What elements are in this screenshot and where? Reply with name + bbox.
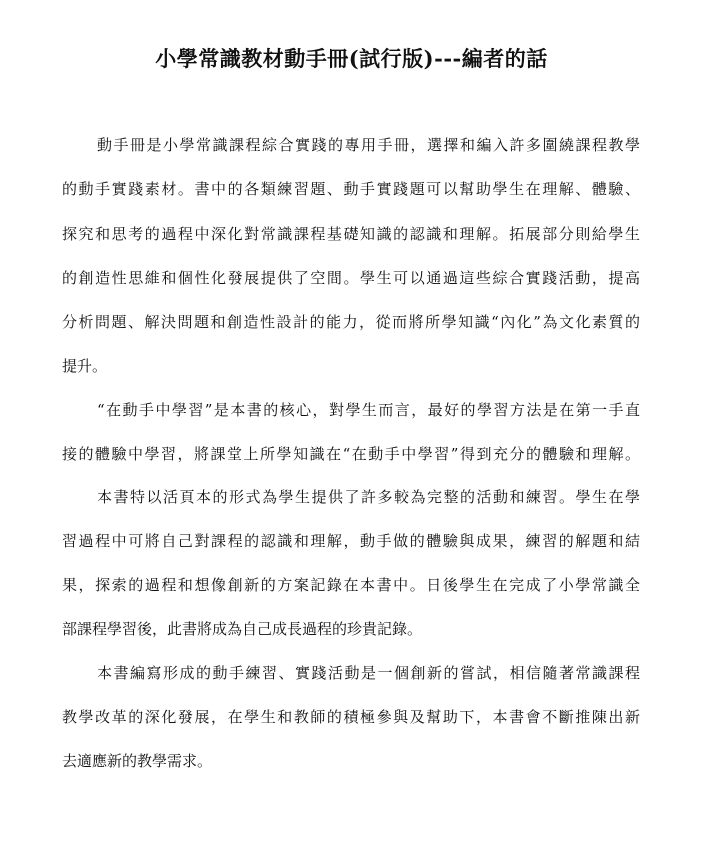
paragraph-1-line-5: 分析問題、解決問題和創造性設計的能力，從而將所學知識“內化”為文化素質的 — [62, 313, 640, 331]
page-title: 小學常識教材動手冊(試行版)---編者的話 — [155, 46, 548, 71]
paragraph-4-line-1: 本書編寫形成的動手練習、實踐活動是一個創新的嘗試，相信隨著常識課程 — [97, 664, 640, 682]
paragraph-3-line-3: 果，探索的過程和想像創新的方案記錄在本書中。日後學生在完成了小學常識全 — [62, 576, 640, 594]
paragraph-4-line-3: 去適應新的教學需求。 — [62, 752, 213, 770]
paragraph-4-line-2: 教學改革的深化發展，在學生和教師的積極參與及幫助下，本書會不斷推陳出新 — [62, 708, 640, 726]
paragraph-1-line-2: 的動手實踐素材。書中的各類練習題、動手實踐題可以幫助學生在理解、體驗、 — [62, 180, 640, 198]
paragraph-1-line-3: 探究和思考的過程中深化對常識課程基礎知識的認識和理解。拓展部分則給學生 — [62, 225, 640, 243]
paragraph-2-line-1: “在動手中學習”是本書的核心，對學生而言，最好的學習方法是在第一手直 — [97, 401, 640, 419]
paragraph-2-line-2: 接的體驗中學習，將課堂上所學知識在“在動手中學習”得到充分的體驗和理解。 — [62, 445, 640, 463]
paragraph-1-line-4: 的創造性思維和個性化發展提供了空間。學生可以通過這些綜合實踐活動，提高 — [62, 269, 640, 287]
paragraph-1-line-1: 動手冊是小學常識課程綜合實踐的專用手冊，選擇和編入許多圍繞課程教學 — [97, 136, 640, 154]
paragraph-1-line-6: 提升。 — [62, 357, 108, 375]
paragraph-3-line-2: 習過程中可將自己對課程的認識和理解，動手做的體驗與成果，練習的解題和結 — [62, 532, 640, 550]
paragraph-3-line-4: 部課程學習後，此書將成為自己成長過程的珍貴記錄。 — [62, 620, 423, 638]
paragraph-3-line-1: 本書特以活頁本的形式為學生提供了許多較為完整的活動和練習。學生在學 — [97, 488, 640, 506]
